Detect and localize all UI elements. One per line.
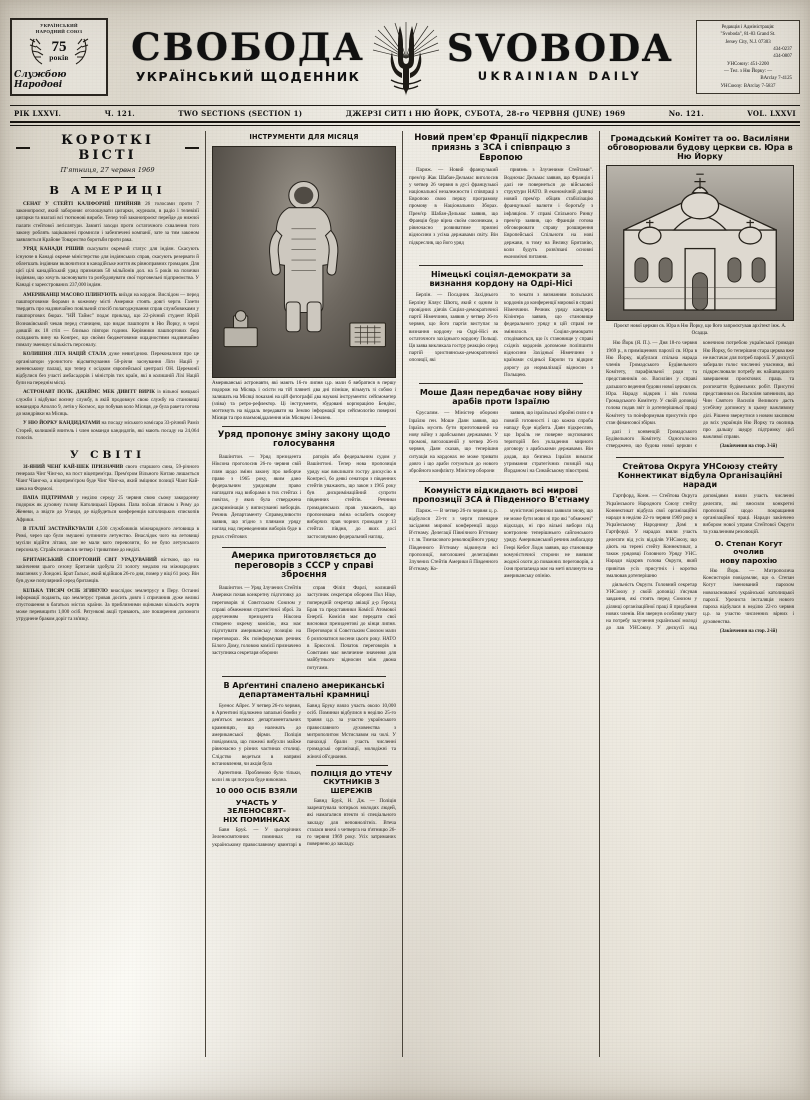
st-george-church-photo: [606, 165, 794, 321]
story-body-vietnam-talks: [409, 508, 593, 580]
news-item: [16, 389, 199, 418]
church-photo-caption: Проєкт нової церкви св. Юра в Ню Йорку, що його запроєктував архітект інж. А. Осадца.: [613, 324, 787, 337]
divider: [81, 177, 135, 178]
paper-title-cyrillic: СВОБОДА: [131, 25, 365, 70]
emblem-anniversary-unit: років: [49, 52, 69, 62]
story-headline-greenholiday-2: УЧАСТЬ У ЗЕЛЕНОСВЯТ-: [227, 797, 286, 816]
editorial-contact-box: [696, 20, 800, 94]
paragraph: далі і конвенцій Громадського Будівельного Комітету. Одноголосно стверджено, що будова нової церкви є конечною потребою української громади Ню Йорку, бо теперішня стара церква вже не вистачає для потреб парохії. У дискусії забирали голос численні учасники, які підкреслювали потребу як найшвидшого завершення проєктових праць та розпочаття будівельних робіт. Присутні представники оо. Василіян запевнили, що Чин Святого Василія Великого дасть усебічну допомогу в цьому важливому ділі. Рішено звернутися з новим закликом до всіх українців Ню Йорку та околиць про дальшу щедру підтримку цієї важливої справи.: [606, 340, 794, 450]
news-item: [16, 351, 199, 387]
news-item: [16, 557, 199, 586]
news-item: [16, 246, 199, 289]
divider: [316, 765, 388, 766]
divider: [222, 547, 386, 548]
paper-title-latin: SVOBODA: [446, 25, 673, 70]
photo1-title: ІНСТРУМЕНТИ ДЛЯ МІСЯЦЯ: [249, 133, 359, 141]
masthead: [10, 14, 800, 100]
divider: [419, 383, 583, 384]
divider: [616, 457, 784, 458]
world-news-body: [16, 464, 199, 624]
paragraph: Ню Йорк (Я. П.). — Дня 18-го червня 1969 р., в приміщеннях парохії св. Юра в Ню Йорку, відбулася спільна нарада членів Громадського Будівельного Комітету, парафіяльної ради та представників оо. Василіян у справі дальшого ведення будови нової церкви св. Юра. Нараду відкрив і вів голова Громадського Комітету. У своїй доповіді голова подав звіт із дотеперішньої праці Комітету та поінформував присутніх про стан фінансової збірки.: [606, 340, 697, 426]
astronaut-figure: [260, 160, 347, 353]
story-body-st-george-church: [606, 340, 794, 453]
ukrainian-trident-icon: [369, 18, 443, 96]
paragraph: Ню Йорк. — Митрополича Консисторія повідомляє, що о. Степан Когут іменований парохом новозаснованої української католицької парохії. Урочиста інсталяція нового пароха відбулася в неділю 22-го червня ц.р. за участю численних вірних і духовенства.: [703, 568, 794, 625]
news-item: [16, 292, 199, 350]
story-body-argentina: [212, 703, 396, 850]
paragraph: Гартфорд, Конн. — Стейтова Округа Українського Народного Союзу стейту Коннектикат відбула свої організаційні наради в неділю 22-го червня 1969 року в Українському Народному Домі в Гартфорді. У нарадах взяли участь делеґати від усіх відділів УНСоюзу, що діють на терені стейту Коннектикат, а також урядовці Головного Уряду УНС. Наради відкрив голова Округи, який привітав усіх присутніх і коротко змалював дотеперішню: [606, 493, 697, 579]
story-headline-dayan: Моше Даян передбачає нову війну арабів проти Ізраїлю: [419, 388, 583, 407]
story-body-arms-talks: [212, 585, 396, 672]
title-latin-block: [446, 25, 673, 84]
story-headline-argentina: В Арґентині спалено американські департаментальні крамниці: [223, 680, 385, 699]
title-cyrillic-block: [131, 25, 365, 84]
masthead-titles: [108, 18, 696, 96]
seismometer-instrument: [217, 291, 264, 369]
news-text: виїзди на кордон. Вислідом — перед пашпортовими бюрами в кожному місті Америки стоять довгі черги. Газети твердять про надзвичайно повільний спосіб полагоджування справ службовиками у пашпортових бюрах. "НЙ Таймс" подає приклад, що 22-річний студент Юрій Вознаківський чекав перед станицею, що видає пашпорти в Ню Йорку, в черзі довшій як 18 стіп — близько півтори години. Керівники пашпортових бюр складають вину на Конґрес, що своїми бюджетовими ощадностями надзвичайно помалу зменшує кількість персоналу.: [16, 291, 199, 349]
paragraph: Вашінґтон. — Уряд Злучених Стейтів Америки почав конкретну підготовку до переговорів зі Совєтським Союзом у справі обмеження стратегічної зброї. За дорученням президента Ніксона створено окрему комісію, яка має підготувати американську позицію на переговорах. Як поінформував речник Білого Дому, головою комісії призначено заступника секретаря оборони: [212, 585, 301, 657]
news-text: свого старшого сина, 59-річного ґенерала Чінґ Чінґ-ко, на пост віцепрем'єра. Прем'єром Вільного Китаю лишається Чіанґ Чіанґ-ко, а віцепрем'єром буде Чінґ Чінґ-ко, який зміцнює позиції Чіанґ Кай-шека на Формозі.: [16, 464, 199, 492]
story-headline-priest-2: нову парохію: [720, 555, 777, 565]
paper-subtitle-latin: UKRAINIAN DAILY: [477, 69, 643, 84]
paragraph: Париж. — Новий французький прем'єр Жак Шабан-Дельмас виголосив у четвер 26 червня в дусі французької національної незалежности і співпраці з Европою свою першу програмову промову в Національних Зборах. Прем'єр Шабан-Дельмас заявив, що Франція буде вірна своїм союзникам, а рівночасно розвиватиме приязні відносини з усіма державами світу. Він підкреслив, що його уряд: [409, 167, 498, 246]
news-text: скасувати окремий статус для індіян. Скасують існуюче в Канаді окреме міністерство для індіянських справ, скасують резервати й облегшать індіянам включитися в канадійське життя як рівноправних громадян. Для цієї цілі канадійський уряд призначив 50 мільйонів дол. на 5 років на позички індіянам, що хочуть засновувати та розбудовувати свої торговельні підприємства. У Канаді є зареєстрованих 237,000 індіян.: [16, 246, 199, 289]
contact-unsoyuz-phone: УНСоюзу: 451-2200: [727, 61, 769, 67]
paragraph: муністичні речники заявили знову, що не може бути мови ні про які "обмежені" відклади, ні про вільні вибори під контролею теперішнього сайґонського уряду. Американський речник амбасадор Генрі Кебот Лодж заявив, що становище комуністичної сторони не виявляє жодної охоти до поважних переговорів, а їхня пропаґанда має на меті вплинути на американську опінію.: [504, 508, 593, 580]
story-headline-st-george-church: Громадський Комітет та оо. Василіяни обговорювали будову церкви св. Юра в Ню Йорку: [607, 134, 793, 162]
news-item: [16, 464, 199, 493]
news-text: із вільної вояцької служби і відбуває воєнну службу, в якій продовжує свою службу на становищі командира Аполло 9, летів у Космос, що побував коло Місяця, де була ракета готова до мандрівки на Місяць.: [16, 389, 199, 418]
news-item: [16, 201, 199, 244]
divider: [419, 481, 583, 482]
contact-ny-label: — Тел. з Ню Йорку: —: [723, 69, 773, 75]
column-1-brief-news: [10, 131, 206, 1057]
kicker-dash-right: [185, 147, 199, 149]
paper-subtitle-cyrillic: УКРАЇНСЬКИЙ ЩОДЕННИК: [135, 68, 361, 84]
news-lead: КОЛИШНЯ ЛІГА НАЦІЙ СТАЛА: [23, 351, 107, 358]
story-headline-france-premier: Новий прем'єр Франції підкреслив приязнь з ЗСА і співпрацю з Европою: [414, 133, 588, 163]
news-lead: СЕНАТ У СТЕЙТІ КАЛІФОРНІЇ ПРИЙНЯВ: [23, 201, 141, 207]
unsoyuz-emblem: [10, 18, 108, 96]
news-item: [16, 495, 199, 524]
contact-line3: Jersey City, N.J. 07303: [725, 39, 771, 45]
paragraph: раторів або федеральним судом у Вашінґтоні. Тепер нова пропозиція уряду має викликати гостру дискусію в Конґресі, бо деякі сенатори з південних стейтів уважають, що закон з 1965 року був дискримінаційний супроти південних стейтів. Речники громадянських прав уважають, що пропонована зміна ослабить охорону виборчих прав чорних громадян у 13 стейтах півдня, до яких досі застосовувано федеральний нагляд.: [307, 454, 396, 540]
brief-news-date: П'ятниця, 27 червня 1969: [60, 166, 155, 174]
brief-news-title: КОРОТКІ ВІСТІ: [61, 133, 154, 163]
dateline-bar: [10, 106, 800, 121]
dateline-year-latin: VOL. LXXVI: [747, 109, 796, 118]
column-3: [403, 131, 600, 1057]
paragraph: Берлін. — Посадник Західнього Берліну Кляус Шютц, який є одним із провідних діячів Соціял-демократичної партії Німеччини, заявив у четвер 26-го червня, що його партія виступає за визнання кордону на Одрі-Нісі як остаточного західнього кордону Польщі. Ця заява викликала гостру реакцію серед партій християнсько-демократичної опозиції, які: [409, 292, 498, 364]
story-body-france-premier: [409, 167, 593, 261]
emblem-anniversary-number: 75 років: [49, 39, 69, 62]
news-item: [16, 420, 199, 442]
section-heading-world: У СВІТІ: [69, 449, 146, 461]
news-text: 4,500 службовиків міжнародного летовища в Римі, через що були змушені зупинити летунство. Внаслідок чого на летовищі мусіли відійти літаки, але не мали кого перевозити, бо не було летунського персоналу. Страйк почався в четвер і триватиме до неділі.: [16, 525, 200, 554]
dateline-year-cyrillic: РІК LXXVI.: [14, 109, 62, 118]
photo1-caption: Американські астронавти, які мають 16-го липня ц.р. мали б вибратися в першу подорож на Місяць і осісти на тій плянеті два дні пізніше, візьмуть зі собою і залишать на Місяці показані на цій фотографії два наукові інструменти: сейсмометер (зліва) та ретро-рефлектор. Ці інструменти, збудовані корпорацією Бендікс, могтимуть на віддаль передавати на Землю інформації про сейсмологію поверхні Місяця та про взаємовіддалення між Місяцем і Землею.: [212, 380, 396, 421]
emblem-org-line2: НАРОДНИЙ СОЮЗ: [35, 28, 83, 34]
divider: [222, 426, 386, 427]
paragraph: приязнь з Злученими Стейтами". Водночас Дельмас заявив, що Франція і далі не повернеться до військової структури НАТО. В економічній ділянці новий прем'єр обіцяв стабілізацію французької валюти і боротьбу з інфляцією. У справі Спільного Ринку прем'єр заявив, що Франція готова обговорювати справу розширення Европейської Спільноти на нові держави, в тому на Велику Британію, коли будуть розв'язані основні економічні питання.: [504, 167, 593, 261]
news-lead: УРЯД КАНАДИ РІШИВ: [23, 246, 84, 253]
paragraph: Париж. — В четвер 26-го червня ц. р. відбулося 23-тє з черги пленарне засідання мирової конференції щодо В'єтнаму. Делегації Північного В'єтнаму і т. зв. Тимчасового революційного уряду Південного В'єтнаму відкинули всі пропозиції, виголошені делегаціями Злучених Стейтів Америки й Південного В'єтнаму. Ко-: [409, 508, 498, 573]
columns-container: [10, 131, 800, 1057]
story-headline-priest-1: О. Степан Когут очолив: [714, 538, 783, 557]
paragraph: Бавнд Бруќ, Н. Дж. — Поліція заарештувала чотирьох молодих людей, які намагалися втекти зі спеціального закладу для неповнолітніх. Втеча сталася вночі з четверга на п'ятницю 26-го червня 1969 року. Усіх затриманих повернено до закладу.: [307, 798, 396, 848]
story-headline-vietnam-talks: Комуністи відкидають всі мирові пропозиції ЗСА й Південного В'єтнаму: [412, 486, 590, 505]
paragraph: Бавн Бруќ. — У цьогорічних Зеленосвяточних поминках на українському православному цвинтарі в Бавнд Бруку взяло участь около 10,000 осіб. Поминки відбулися в неділю 25-го травня ц.р. за участю українського православного духовенства з митрополитом Мстиславом на чолі. У панахиді брали участь численні громадські організації, молодіжні та жіночі об'єднання.: [212, 702, 396, 848]
news-text: у неділю середу 25 червня свою сьому закордонну подорож як духовну голову Католицької Церкви. Папа поїхав літаком з Риму до Женеви, а звідти до Уґанди, де відбудеться конференція католицьких єпископів Африки.: [16, 494, 199, 523]
section-heading-america: В АМЕРИЦІ: [49, 183, 166, 197]
emblem-motto: Службою Народові: [14, 70, 67, 91]
wreath-icon: [22, 34, 96, 68]
news-lead: ЗІ-ЯНИЙ ЧЕНҐ КАЙ-ШЕК ПРИЗНАЧИВ: [23, 464, 124, 470]
retroreflector-instrument: [344, 291, 391, 369]
story-headline-greenholiday-1: 10 000 ОСІБ ВЗЯЛИ: [215, 786, 298, 796]
news-lead: ПАПА ПІДТРИМАВ: [23, 494, 74, 501]
contact-phone1: 434-0237: [773, 46, 792, 52]
story-headline-police-1: ПОЛІЦІЯ ДО УТЕЧУ: [310, 768, 393, 778]
news-item: [16, 526, 199, 555]
news-text: на посаду міського комісара 33-річний Раміз Сторей, колишній вчитель і член команди кандидатів, які мають посаду на 24,064 голосів.: [16, 420, 200, 441]
news-item: [16, 588, 199, 624]
column-2: [206, 131, 403, 1057]
dateline-sections: TWO SECTIONS (SECTION 1): [178, 109, 303, 118]
dateline-issue-latin: No. 121.: [668, 109, 704, 118]
story-headline-oder-neisse: Німецькі соціял-демократи за визнання кордону на Одрі-Нісі: [429, 270, 573, 289]
story-body-dayan: [409, 410, 593, 477]
contact-phone2: 434-0807: [773, 54, 792, 60]
paragraph: Арґентини. Проблемою було тільки, коли і як ця погроза буде виконана.: [212, 769, 301, 784]
news-text: дуже невигідною. Переконалися про це організатори урочистого відсвяткування 50-річчя заснування Ліґи Націй у женевському палаці, що тепер є осідком європейської централі ОН. Церемонії відбулися без участі амбасадорів і міністрів тих країн, які в колишній Лізі Націй були на переднім місці.: [16, 351, 199, 387]
story-headline-connecticut-district: Стейтова Округа УНСоюзу стейту Коннектикат відбула Організаційні наради: [617, 462, 783, 490]
divider: [222, 676, 386, 677]
contact-ny-phone1: BArclay 7-4125: [760, 76, 792, 82]
paragraph: то чекати з визнанням польських кордонів до конференції мирової в справі Німеччини. Речник уряду канцлера Кізінґера заявив, що становище федерального уряду в цій справі не змінилося. Соціял-демократи сподіваються, що їх становище у справі східніх кордонів допоможе поліпшити відносини Західньої Німеччини з країнами східньої Европи та відкриє дорогу до нормалізації відносин з Польщею.: [504, 292, 593, 378]
news-lead: У НЮ ЙОРКУ КАНДИДАТАМИ: [23, 420, 101, 427]
story-body-oder-neisse: [409, 292, 593, 379]
paragraph: заявив, що ізраїльські збройні сили є в повній готовності і що кожна спроба нападу буде відбита. Даян підкреслив, що Ізраїль не поверне окупованих територій без укладення мирного договору з арабськими державами. Він додав, що безпека Ізраїля вимагає утримання стратегічних позицій над Йорданом і на Синайському півострові.: [504, 410, 593, 475]
news-text: вісткою, що на закінчення цього сезону Британія здобула 21 золоту медалю на міжнародних змаганнях у Лондоні. Брат Ґальос, який відійшов 26-го дня, помер у віці 61 року. Він був дуже популярний серед британців.: [16, 556, 199, 585]
news-lead: БРИТАНСЬКИЙ СПОРТОВИЙ СВІТ УРАДУВАНИЙ: [23, 556, 157, 563]
news-lead: КІЛЬКА ТИСЯЧ ОСІБ ЗГИНУЛО: [23, 587, 108, 594]
astronaut-instruments-photo: [212, 146, 396, 378]
news-text: 26 голосами проти 7 законопроєкт, який забороняє оголошувати цигарки, журнали, в радіо і телевізії цигарки та взагалі всі тютюнові вироби. Тепер той законопроєкт перейде до нижчої палати стейтової леґіслятури. Завзяті заходи проти остаточного схвалення того закону роблять зацікавлені промисли і забезпечені компанії, зате за тим законом заявляється Крайове Товариство боротьби проти рака.: [16, 201, 199, 244]
dateline-issue-cyrillic: Ч. 121.: [104, 109, 135, 118]
story-headline-arms-talks: Америка приготовляється до переговорів з СССР у справі зброєння: [231, 550, 377, 581]
story-body-voting-law: [212, 454, 396, 543]
continuation-note: (Закінчення на стор. 3-ій): [719, 444, 778, 450]
paragraph: Буенос Айрес. У четвер 26-го червня, в Арґентині підложено запальні бомби у дев'ятьох великих департаментальних крамницях, що належать до американської фірми. Поліція повідомила, що пожежі вибухли майже рівночасно у різних частинах столиці. Слідство ведеться в напрямі встановлення, чи акція була: [212, 702, 301, 767]
brief-news-kicker: [16, 131, 199, 164]
emblem-org-line1: УКРАЇНСЬКИЙ: [40, 23, 78, 28]
dateline-place-date: ДЖЕРЗІ СИТІ і НЮ ЙОРК, СУБОТА, 28-го ЧЕРВНЯ (JUNE) 1969: [345, 109, 626, 118]
contact-line2: "Svoboda", 81-83 Grand St.: [720, 32, 776, 38]
story-body-connecticut-district: [606, 493, 794, 636]
story-headline-police-2: СКУТНИКІВ З ШЕРЕЖІВ: [323, 777, 380, 795]
column-4: [600, 131, 800, 1057]
paragraph: Єрусалим. — Міністер оборони Ізраїлю ґен. Моше Даян заявив, що Ізраїль мусить бути приготований на нову війну з арабськими державами. У промові, виголошеній у четвер 26-го червня, Даян сказав, що теперішня ситуація на кордонах не може тривати довго і що араби готуються до нового збройного конфлікту. Міністер оборони: [409, 410, 498, 475]
america-news-body: [16, 201, 199, 442]
paragraph: діяльність Округи. Головний секретар УНСоюзу у своїй доповіді з'ясував завдання, які стоять перед Союзом у ділянці організаційної праці й придбання нових членів. Він звернув особливу увагу на потребу залучення української молоді до лав УНСоюзу. У дискусії над доповідями взяли участь численні делеґати, які вносили конкретні пропозиції щодо покращання організаційної праці. Наради закінчено вибором нової управи Стейтової Округи та ухваленням резолюцій.: [606, 493, 794, 632]
news-lead: АСТРОНАВТ ПОЛК. ДЖЕЙМС МЕК ДИВІТТ ВИРІК: [23, 389, 155, 396]
contact-line1: Редакція і Адміністрація:: [721, 24, 775, 30]
kicker-dash-left: [16, 147, 30, 149]
news-lead: АМЕРИКАНЦІ МАСОВО ПЛИНУЮТЬ: [23, 291, 118, 298]
story-headline-greenholiday-3: НІХ ПОМИНКАХ: [223, 814, 290, 824]
church-building-drawing: [607, 166, 793, 320]
paragraph: справ Філіп Фарлі, колишній заступник секретаря оборони Пол Ніце, попередній секретар авіації д-р Ґеролд Брав та представники Комісії Атомової Енерґії. Комісія має передати свої висновки президентові до кінця липня. Переговори зі Совєтським Союзом мали б розпочатися восени цього року. НАТО в Брюсселі. Початок переговорів в Совєтами має величезне значення для майбутнього відносин між двома потугами.: [307, 585, 396, 671]
divider: [419, 265, 583, 266]
contact-ny-phone2: УНСоюзу: BArclay 7-5837: [720, 83, 776, 89]
masthead-rule-bottom: [10, 121, 800, 126]
news-lead: В ІТАЛІЇ ЗАСТРАЙКУВАЛИ: [23, 525, 94, 532]
story-headline-voting-law: Уряд пропонує зміну закону щодо голосування: [217, 429, 391, 450]
news-text: внаслідок землетрусу в Перу. Останні інформації подають, що землетрус тривав досить довго і спричинив дуже великі спустошення в багатьох містах країни. За приблизними оцінками кількість жертв може перевищити 1,000 осіб. Рятункові акції тривають, але поширення допомоги утруднене браком доріг та зв'язку.: [16, 587, 199, 623]
paragraph: Вашінґтон. — Уряд президента Ніксона проголосив 26-го червня свій плян щодо зміни закону про виборче право з 1965 року, яким дано федеральним урядовцям право наглядати над виборами в тих стейтах і повітах, у яких була стверджена дискримінація у виписуванні виборців. Речник Департаменту Справедливости заявив, що згідно з плянами уряду нагляд над переведенням виборів буде в руках стейтових: [212, 454, 301, 540]
continuation-note: (Закінчення на стор. 2-ій): [719, 628, 778, 634]
